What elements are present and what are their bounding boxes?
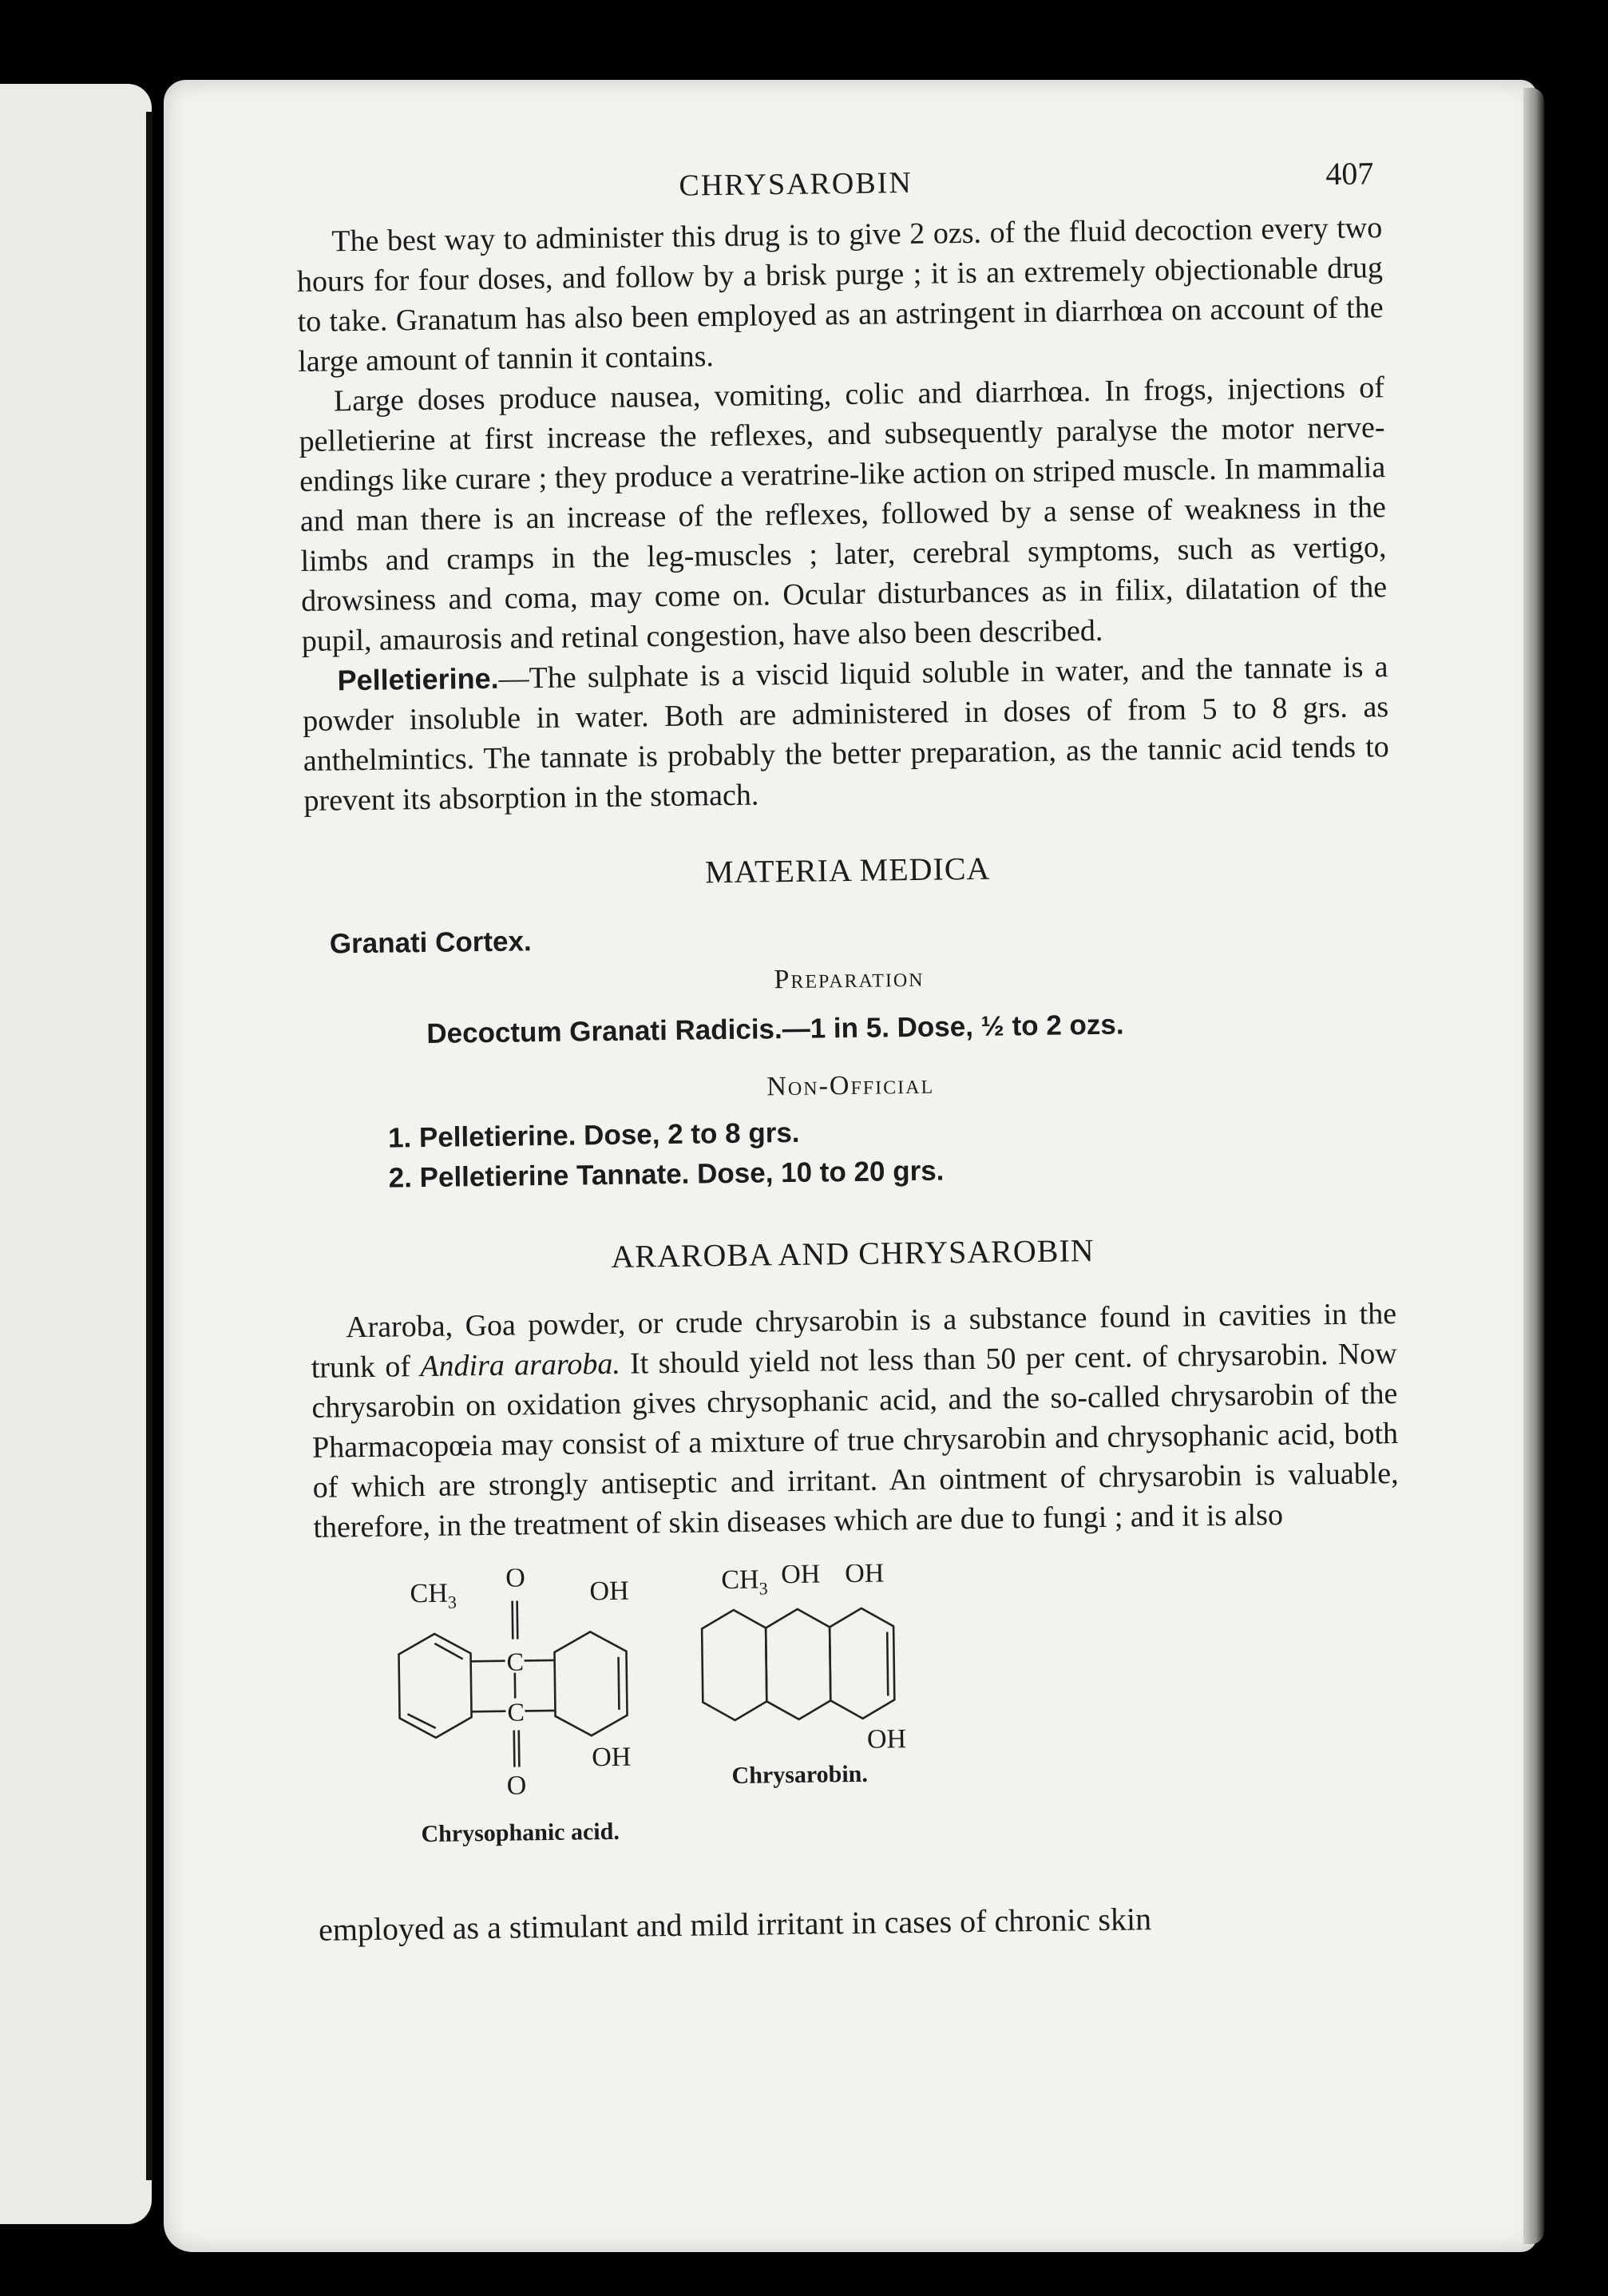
paragraph-pelletierine: [302, 647, 1390, 821]
chrysophanic-acid-caption: Chrysophanic acid.: [421, 1818, 620, 1848]
non-official-item: 1. Pelletierine. Dose, 2 to 8 grs.: [387, 1116, 800, 1154]
chrysarobin-structure: [702, 1608, 895, 1720]
structural-formulas: [314, 1557, 1404, 1907]
species-name: Andira araroba.: [420, 1346, 621, 1384]
araroba-text-before: Araroba, Goa powder, or crude chrysarobin is a substance found in cavities in the trunk of: [311, 1297, 1397, 1385]
ch3-label: $CH_3$: [721, 1564, 768, 1599]
preparation-line: Decoctum Granati Radicis.—1 in 5. Dose, ½ to 2 ozs.: [426, 1009, 1124, 1049]
page-number: 407: [1325, 155, 1374, 192]
facing-page-edge: [0, 84, 152, 2224]
carbon-top: C: [506, 1647, 525, 1676]
carbonyl-oxygen-top: O: [505, 1563, 526, 1593]
paragraph-araroba: [311, 1294, 1400, 1548]
chrysarobin-caption: Chrysarobin.: [731, 1760, 869, 1790]
drug-name: Granati Cortex.: [329, 926, 532, 960]
hydroxyl-label: OH: [781, 1559, 821, 1590]
pelletierine-term: Pelletierine.: [337, 661, 499, 697]
hydroxyl-label: OH: [844, 1558, 885, 1589]
formula-figure: [314, 1557, 1404, 1907]
book-spine: [146, 112, 152, 2180]
page-content: [295, 145, 1404, 1950]
ch3-label: $CH_3$: [410, 1578, 457, 1612]
carbonyl-oxygen-bottom: O: [506, 1771, 527, 1801]
hydroxyl-bottom: OH: [866, 1724, 907, 1755]
hydroxyl-bottom: OH: [591, 1742, 632, 1773]
araroba-text-after: It should yield not less than 50 per cent. of chrysarobin. Now chrysarobin on oxidation gives chrysophanic acid, and the so-called chrysarobin of the Pharmacopœia may consist of a mixture of true chrysarobin and chrysophanic acid, both of which are strongly antiseptic and irritant. An ointment of chrysarobin is valuable, therefore, in the treatment of skin diseases which are due to fungi ; and it is also: [311, 1337, 1399, 1545]
paragraph-granatum: The best way to administer this drug is to give 2 ozs. of the fluid decoction every two hours for four doses, and follow by a brisk purge ; it is an extremely objectionable drug to take. Granatum has also been employed as an astringent in diarrhœa on account of the large amount of tannin it contains.: [296, 211, 1384, 379]
pelletierine-text: —The sulphate is a viscid liquid soluble in water, and the tannate is a powder insoluble in water. Both are administered in doses of from 5 to 8 grs. as anthelmintics. The tannate is probably the better preparation, as the tannic acid tends to prevent its absorption in the stomach.: [302, 650, 1390, 818]
non-official-heading: Non-Official: [766, 1069, 935, 1102]
running-head: CHRYSAROBIN: [679, 165, 913, 203]
araroba-heading: ARAROBA AND CHRYSAROBIN: [611, 1232, 1095, 1275]
preparation-heading: Preparation: [774, 962, 925, 995]
hydroxyl-top: OH: [589, 1576, 629, 1607]
closing-line: employed as a stimulant and mild irritant in cases of chronic skin: [318, 1901, 1152, 1948]
paragraph-effects: Large doses produce nausea, vomiting, colic and diarrhœa. In frogs, injections of pelletierine at first increase the reflexes, and subsequently paralyse the motor nerve-endings like curare ; they produce a veratrine-like action on striped muscle. In mammalia and man there is an increase of the reflexes, followed by a sense of weakness in the limbs and cramps in the leg-muscles ; later, cerebral symptoms, such as vertigo, drowsiness and coma, may come on. Ocular disturbances as in filix, dilatation of the pupil, amaurosis and retinal congestion, have also been described.: [299, 371, 1388, 658]
carbon-bottom: C: [507, 1697, 525, 1727]
page-edge: [1523, 88, 1544, 2244]
non-official-item: 2. Pelletierine Tannate. Dose, 10 to 20 grs.: [388, 1155, 945, 1194]
materia-medica-heading: MATERIA MEDICA: [704, 850, 991, 890]
